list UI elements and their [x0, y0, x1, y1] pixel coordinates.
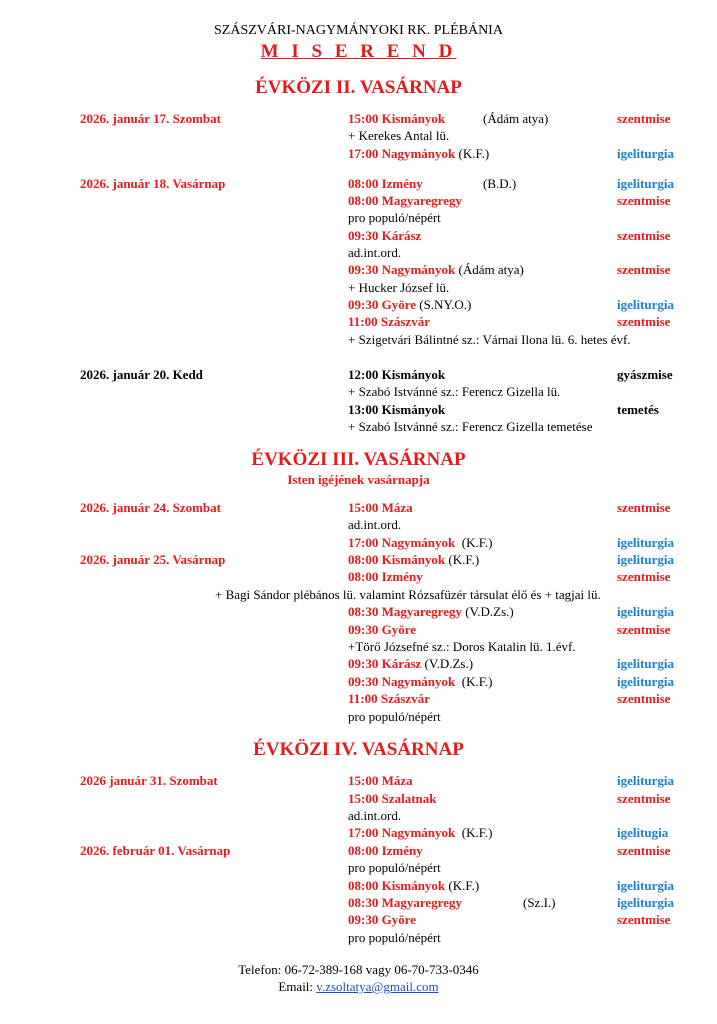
service-type: igelitugia: [617, 825, 669, 840]
mass-entry: 17:00 Nagymányok (K.F.): [348, 825, 493, 840]
service-type: szentmise: [617, 691, 671, 706]
officiant: (B.D.): [483, 176, 517, 191]
mass-entry: 09:30 Györe (S.NY.O.): [348, 297, 472, 312]
mass-entry: 12:00 Kismányok: [348, 367, 446, 382]
service-type: szentmise: [617, 193, 671, 208]
mass-entry: 09:30 Györe: [348, 912, 416, 927]
mass-entry: 08:00 Izmény: [348, 176, 423, 191]
date-label: 2026. január 17. Szombat: [80, 111, 221, 126]
mass-entry: 15:00 Szalatnak: [348, 791, 437, 806]
service-type: szentmise: [617, 314, 671, 329]
intention-note: ad.int.ord.: [348, 245, 402, 260]
service-type: igeliturgia: [617, 604, 675, 619]
service-type: szentmise: [617, 500, 671, 515]
intention-note: pro populó/népért: [348, 210, 441, 225]
service-type: szentmise: [617, 912, 671, 927]
intention-note: pro populó/népért: [348, 709, 441, 724]
date-label: 2026 január 31. Szombat: [80, 773, 218, 788]
mass-entry: 09:30 Nagymányok (K.F.): [348, 674, 493, 689]
mass-entry: 09:30 Györe: [348, 622, 416, 637]
intention-note: + Kerekes Antal lü.: [348, 128, 450, 143]
officiant: (Sz.I.): [523, 895, 556, 910]
section-title: ÉVKÖZI II. VASÁRNAP: [255, 77, 462, 98]
email-link[interactable]: v.zsoltatya@gmail.com: [316, 979, 439, 994]
page-title: M I S E R E N D: [260, 41, 457, 62]
mass-entry: 11:00 Szászvár: [348, 691, 430, 706]
service-type: igeliturgia: [617, 297, 675, 312]
officiant: (Ádám atya): [483, 111, 549, 126]
date-label: 2026. február 01. Vasárnap: [80, 843, 231, 858]
mass-entry: 09:30 Kárász: [348, 228, 422, 243]
service-type: szentmise: [617, 622, 671, 637]
mass-entry: 17:00 Nagymányok (K.F.): [348, 146, 490, 161]
service-type: szentmise: [617, 569, 671, 584]
mass-entry: 08:30 Magyaregregy: [348, 895, 462, 910]
mass-entry: 15:00 Máza: [348, 500, 413, 515]
service-type: igeliturgia: [617, 878, 675, 893]
intention-note: +Törő Józsefné sz.: Doros Katalin lü. 1.évf.: [348, 639, 576, 654]
date-label: 2026. január 18. Vasárnap: [80, 176, 226, 191]
intention-note: ad.int.ord.: [348, 517, 402, 532]
mass-entry: 08:00 Kismányok (K.F.): [348, 878, 480, 893]
mass-entry: 09:30 Kárász (V.D.Zs.): [348, 656, 474, 671]
mass-entry: 15:00 Máza: [348, 773, 413, 788]
service-type: gyászmise: [617, 367, 673, 382]
service-type: szentmise: [617, 791, 671, 806]
intention-note: ad.int.ord.: [348, 808, 402, 823]
service-type: igeliturgia: [617, 674, 675, 689]
date-label: 2026. január 20. Kedd: [80, 367, 203, 382]
mass-entry: 08:00 Izmény: [348, 843, 423, 858]
service-type: igeliturgia: [617, 773, 675, 788]
intention-note: + Bagi Sándor plébános lü. valamint Rózsafüzér társulat élő és + tagjai lü.: [215, 587, 601, 602]
section-title: ÉVKÖZI IV. VASÁRNAP: [253, 739, 464, 760]
mass-entry: 15:00 Kismányok: [348, 111, 446, 126]
mass-entry: 08:00 Izmény: [348, 569, 423, 584]
email-label: Email:: [278, 979, 314, 994]
service-type: szentmise: [617, 111, 671, 126]
intention-note: pro populó/népért: [348, 930, 441, 945]
phone-line: Telefon: 06-72-389-168 vagy 06-70-733-0346: [238, 962, 479, 977]
service-type: szentmise: [617, 228, 671, 243]
section-subtitle: Isten igéjének vasárnapja: [287, 472, 430, 487]
intention-note: + Hucker József lü.: [348, 280, 450, 295]
mass-entry: 11:00 Szászvár: [348, 314, 430, 329]
section-title: ÉVKÖZI III. VASÁRNAP: [251, 449, 466, 470]
intention-note: + Szigetvári Bálintné sz.: Várnai Ilona lü. 6. hetes évf.: [348, 332, 631, 347]
date-label: 2026. január 25. Vasárnap: [80, 552, 226, 567]
service-type: igeliturgia: [617, 656, 675, 671]
service-type: szentmise: [617, 843, 671, 858]
service-type: igeliturgia: [617, 552, 675, 567]
mass-entry: 08:00 Magyaregregy: [348, 193, 462, 208]
mass-entry: 09:30 Nagymányok (Ádám atya): [348, 262, 524, 277]
date-label: 2026. január 24. Szombat: [80, 500, 221, 515]
mass-entry: 17:00 Nagymányok (K.F.): [348, 535, 493, 550]
service-type: szentmise: [617, 262, 671, 277]
mass-entry: 08:30 Magyaregregy (V.D.Zs.): [348, 604, 514, 619]
mass-entry: 08:00 Kismányok (K.F.): [348, 552, 480, 567]
parish-name: SZÁSZVÁRI-NAGYMÁNYOKI RK. PLÉBÁNIA: [214, 23, 503, 38]
service-type: igeliturgia: [617, 895, 675, 910]
intention-note: pro populó/népért: [348, 860, 441, 875]
intention-note: + Szabó Istvánné sz.: Ferencz Gizella lü.: [348, 384, 561, 399]
email-line: [0, 979, 717, 995]
service-type: temetés: [617, 402, 659, 417]
service-type: igeliturgia: [617, 535, 675, 550]
mass-entry: 13:00 Kismányok: [348, 402, 446, 417]
service-type: igeliturgia: [617, 176, 675, 191]
intention-note: + Szabó Istvánné sz.: Ferencz Gizella temetése: [348, 419, 593, 434]
service-type: igeliturgia: [617, 146, 675, 161]
